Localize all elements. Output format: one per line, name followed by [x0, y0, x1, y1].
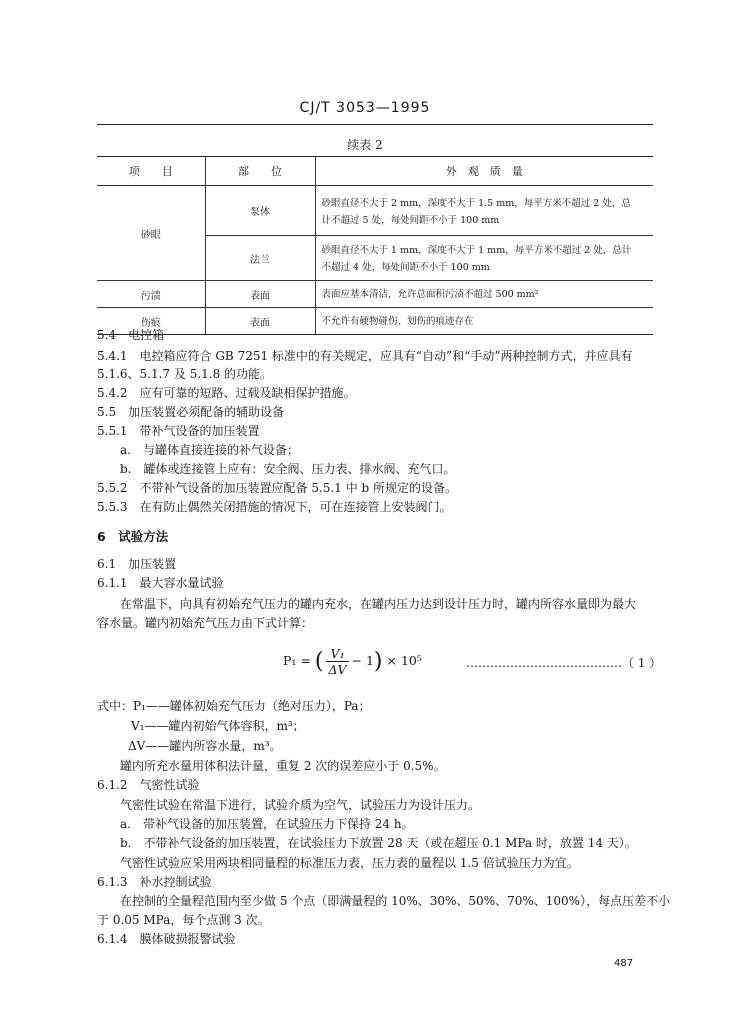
formula-numerator: V₁ — [326, 646, 348, 662]
clause-6-1-3-title: 6.1.3 补水控制试验 — [97, 875, 212, 889]
cell-part: 表面 — [205, 308, 315, 335]
clause-5-5-1-a: a. 与罐体直接连接的补气设备； — [120, 443, 299, 457]
table-row — [97, 281, 653, 308]
where-line-2: V₁——罐内初始气体容积，m³； — [131, 719, 305, 733]
formula-denominator: ΔV — [328, 662, 347, 677]
cell-part: 表面 — [205, 281, 315, 308]
cell-desc — [315, 236, 653, 281]
clause-6-1-2-b: b. 不带补气设备的加压装置，在试验压力下放置 28 天（或在超压 0.1 MPa 时，放置 14 天）。 — [120, 836, 637, 850]
clause-5-5-3: 5.5.3 在有防止偶然关闭措施的情况下，可在连接管上安装阀门。 — [97, 500, 452, 514]
cell-desc-line: 计不超过 5 处，每处间距不小于 100 mm — [321, 214, 500, 226]
cell-part: 法兰 — [205, 236, 315, 281]
header-quality: 外 观 质 量 — [315, 157, 653, 186]
clause-6-1-2-note: 气密性试验应采用两块相同量程的标准压力表，压力表的量程以 1.5 倍试验压力为宜。 — [120, 856, 579, 870]
formula-fraction — [326, 646, 348, 677]
clause-6-1-3-para-line1: 在控制的全量程范围内至少做 5 个点（即满量程的 10%、30%、50%、70%、100%），每点压差不小 — [120, 894, 671, 908]
formula-minus-one: − 1 — [351, 653, 374, 668]
clause-5-5-2: 5.5.2 不带补气设备的加压装置应配备 5.5.1 中 b 所规定的设备。 — [97, 481, 458, 495]
cell-desc-line: 不超过 4 处，每处间距不小于 100 mm — [321, 262, 490, 273]
cell-desc: 不允许有硬物碰伤、划伤的痕迹存在 — [315, 308, 653, 335]
formula-multiplier: × 10⁵ — [386, 653, 422, 668]
where-line-1: 式中：P₁——罐体初始充气压力（绝对压力），Pa； — [97, 699, 371, 713]
cell-desc — [315, 186, 653, 236]
formula-close-brace: ) — [373, 649, 383, 674]
clause-6-1-1-para-line2: 容水量。罐内初始充气压力由下式计算： — [97, 616, 314, 630]
cell-item: 砂眼 — [97, 186, 205, 281]
standard-number-header: CJ/T 3053—1995 — [299, 100, 431, 116]
clause-6-1-1-para-line1: 在常温下，向具有初始充气压力的罐内充水，在罐内压力达到设计压力时，罐内所容水量即为最大 — [120, 597, 637, 611]
clause-6-1-4-title: 6.1.4 膜体破损报警试验 — [97, 932, 236, 946]
volume-note: 罐内所充水量用体积法计量，重复 2 次的误差应小于 0.5%。 — [120, 759, 446, 773]
page-number: 487 — [614, 958, 634, 969]
clause-5-5-1-b: b. 罐体或连接管上应有：安全阀、压力表、排水阀、充气口。 — [120, 462, 456, 476]
section-5-5-title: 5.5 加压装置必须配备的辅助设备 — [97, 405, 285, 419]
clause-6-1-2-a: a. 带补气设备的加压装置，在试验压力下保持 24 h。 — [120, 817, 414, 831]
clause-5-5-1: 5.5.1 带补气设备的加压装置 — [97, 424, 260, 438]
appearance-quality-table — [97, 156, 653, 335]
clause-5-4-1-line2: 5.1.6、5.1.7 及 5.1.8 的功能。 — [97, 367, 273, 381]
equation-number: …………………………………（ 1 ） — [466, 656, 662, 670]
header-item: 项 目 — [97, 157, 205, 186]
section-6-title: 6 试验方法 — [97, 529, 169, 544]
formula-1 — [283, 646, 422, 677]
clause-6-1-3-para-line2: 于 0.05 MPa，每个点测 3 次。 — [97, 913, 270, 927]
section-5-4-title: 5.4 电控箱 — [97, 328, 165, 342]
header-rule — [97, 124, 653, 125]
cell-desc-line: 砂眼直径不大于 2 mm，深度不大于 1.5 mm，每平方米不超过 2 处，总 — [321, 197, 631, 209]
cell-part: 泵体 — [205, 186, 315, 236]
cell-desc-line: 砂眼直径不大于 1 mm，深度不大于 1 mm，每平方米不超过 2 处，总计 — [321, 245, 632, 256]
clause-6-1-2-title: 6.1.2 气密性试验 — [97, 778, 200, 792]
clause-5-4-1-line1: 5.4.1 电控箱应符合 GB 7251 标准中的有关规定，应具有“自动”和“手动”两种控制方式，并应具有 — [97, 349, 633, 363]
table-header-row — [97, 157, 653, 186]
cell-item: 污渍 — [97, 281, 205, 308]
table-row — [97, 186, 653, 236]
formula-lhs: P₁ = — [283, 653, 311, 668]
clause-5-4-2: 5.4.2 应有可靠的短路、过载及缺相保护措施。 — [97, 386, 356, 400]
cell-item: 伤痕 — [97, 308, 205, 335]
cell-desc: 表面应基本清洁，允许总面积污渍不超过 500 mm² — [315, 281, 653, 308]
table-caption: 续表 2 — [347, 138, 383, 152]
clause-6-1-2-para: 气密性试验在常温下进行，试验介质为空气，试验压力为设计压力。 — [120, 798, 481, 812]
where-line-3: ΔV——罐内所容水量，m³。 — [128, 739, 282, 753]
clause-6-1-1-title: 6.1.1 最大容水量试验 — [97, 576, 224, 590]
formula-open-brace: ( — [314, 649, 324, 674]
section-6-1-title: 6.1 加压装置 — [97, 557, 177, 571]
header-part: 部 位 — [205, 157, 315, 186]
